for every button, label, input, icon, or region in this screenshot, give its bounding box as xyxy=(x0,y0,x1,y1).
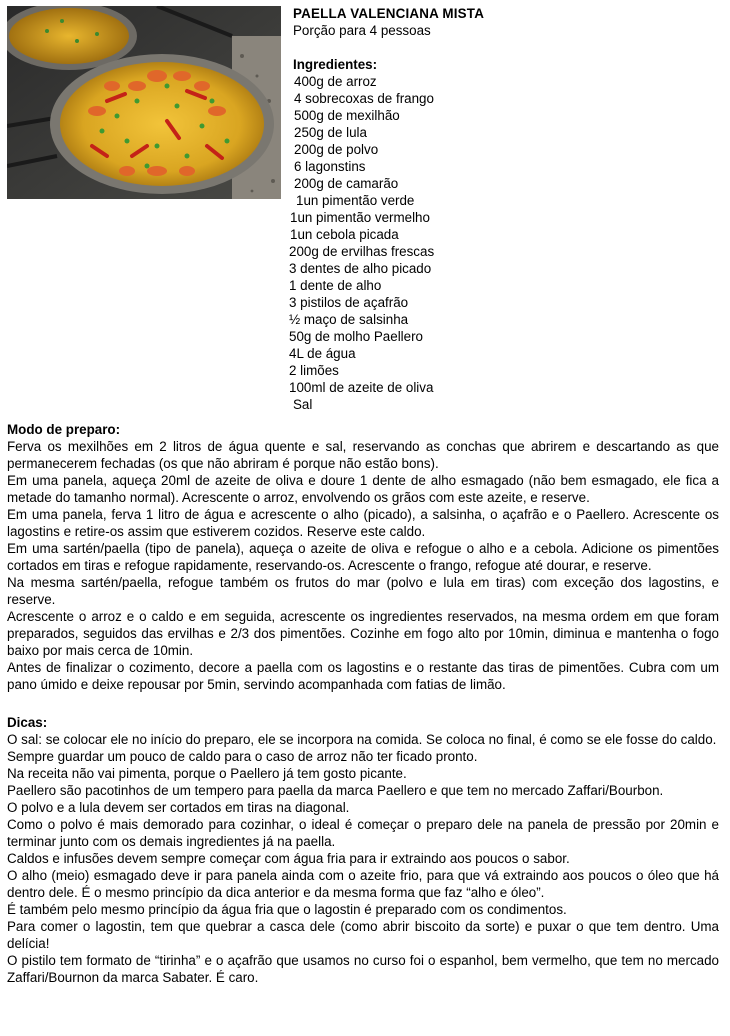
tip-item: Caldos e infusões devem sempre começar com água fria para ir extraindo aos poucos o sabor. xyxy=(7,851,570,866)
tip-item: O sal: se colocar ele no início do preparo, ele se incorpora na comida. Se coloca no final, é como se ele fosse do caldo. xyxy=(7,732,717,747)
ingredient-item: 3 dentes de alho picado xyxy=(289,261,432,276)
paella-image xyxy=(7,6,281,199)
ingredient-item: 1un pimentão verde xyxy=(296,193,415,208)
preparation-step: Na mesma sartén/paella, refogue também os frutos do mar (polvo e lula em tiras) com exceção dos lagostins, e reserve. xyxy=(7,575,719,607)
tip-item: O alho (meio) esmagado deve ir para panela ainda com o azeite frio, para que vá extraindo aos poucos o óleo que há dentro dele. É o mesmo princípio da dica anterior e da mesma forma que faz “alho e óleo”. xyxy=(7,868,719,900)
preparation-step: Em uma sartén/paella (tipo de panela), aqueça o azeite de oliva e refogue o alho e a cebola. Adicione os pimentões cortados em tiras e refogue rapidamente, reservando-os. Acrescente o frango, refogue até dourar, e reserve. xyxy=(7,541,719,573)
ingredient-item: 400g de arroz xyxy=(294,74,377,89)
portion-text: Porção para 4 pessoas xyxy=(293,23,431,38)
recipe-title: PAELLA VALENCIANA MISTA xyxy=(293,6,485,21)
tip-item: É também pelo mesmo princípio da água fria que o lagostin é preparado com os condimentos. xyxy=(7,902,567,917)
tips-section xyxy=(7,714,719,986)
ingredient-item: 4L de água xyxy=(289,346,356,361)
preparation-step: Antes de finalizar o cozimento, decore a paella com os lagostins e o restante das tiras de pimentões. Cubra com um pano úmido e deixe repousar por 5min, servindo acompanhada com fatias de limão. xyxy=(7,660,719,692)
ingredient-item: 3 pistilos de açafrão xyxy=(289,295,409,310)
ingredient-item: Sal xyxy=(293,397,313,412)
ingredient-item: 250g de lula xyxy=(294,125,367,140)
ingredient-item: 4 sobrecoxas de frango xyxy=(294,91,434,106)
ingredient-item: 200g de camarão xyxy=(294,176,399,191)
preparation-step: Acrescente o arroz e o caldo e em seguida, acrescente os ingredientes reservados, na mesma ordem em que foram preparados, seguidos das ervilhas e 2/3 dos pimentões. Cozinhe em fogo alto por 10min, diminua e mantenha o fogo baixo por mais cerca de 10min. xyxy=(7,609,719,658)
ingredient-item: 2 limões xyxy=(289,363,339,378)
ingredient-item: 1un pimentão vermelho xyxy=(290,210,430,225)
tip-item: O polvo e a lula devem ser cortados em tiras na diagonal. xyxy=(7,800,350,815)
paella-photo xyxy=(7,6,281,199)
ingredient-item: 200g de polvo xyxy=(294,142,379,157)
preparation-step: Em uma panela, aqueça 20ml de azeite de oliva e doure 1 dente de alho esmagado (não bem esmagado, ele fica a metade do tamanho normal). Acrescente o arroz, envolvendo os grãos com este azeite, e reserve. xyxy=(7,473,719,505)
ingredient-item: 200g de ervilhas frescas xyxy=(289,244,435,259)
ingredient-item: 500g de mexilhão xyxy=(294,108,400,123)
ingredient-item: 50g de molho Paellero xyxy=(289,329,423,344)
ingredient-item: 1un cebola picada xyxy=(290,227,399,242)
tip-item: Sempre guardar um pouco de caldo para o caso de arroz não ter ficado pronto. xyxy=(7,749,478,764)
preparation-step: Em uma panela, ferva 1 litro de água e acrescente o alho (picado), a salsinha, o açafrão e o Paellero. Acrescente os lagostins e retire-os assim que estiverem cozidos. Reserve este caldo. xyxy=(7,507,719,539)
tip-item: Como o polvo é mais demorado para cozinhar, o ideal é começar o preparo dele na panela de pressão por 20min e terminar junto com os demais ingredientes já na paella. xyxy=(7,817,719,849)
ingredient-item: 100ml de azeite de oliva xyxy=(289,380,434,395)
tip-item: Para comer o lagostin, tem que quebrar a casca dele (como abrir biscoito da sorte) e puxar o que tem dentro. Uma delícia! xyxy=(7,919,719,951)
ingredient-item: ½ maço de salsinha xyxy=(289,312,409,327)
tip-item: Paellero são pacotinhos de um tempero para paella da marca Paellero e que tem no mercado Zaffari/Bourbon. xyxy=(7,783,664,798)
preparation-section xyxy=(7,421,719,693)
ingredient-item: 6 lagonstins xyxy=(294,159,366,174)
tip-item: Na receita não vai pimenta, porque o Paellero já tem gosto picante. xyxy=(7,766,407,781)
preparation-step: Ferva os mexilhões em 2 litros de água quente e sal, reservando as conchas que abrirem e descartando as que permanecerem fechadas (os que não abriram é porque não estão bons). xyxy=(7,439,719,471)
tips-heading: Dicas: xyxy=(7,715,48,730)
tip-item: O pistilo tem formato de “tirinha” e o açafrão que usamos no curso foi o espanhol, bem vermelho, que tem no mercado Zaffari/Bournon da marca Sabater. É caro. xyxy=(7,953,719,985)
preparation-heading: Modo de preparo: xyxy=(7,422,121,437)
ingredient-item: 1 dente de alho xyxy=(289,278,382,293)
ingredients-heading: Ingredientes: xyxy=(293,57,378,72)
